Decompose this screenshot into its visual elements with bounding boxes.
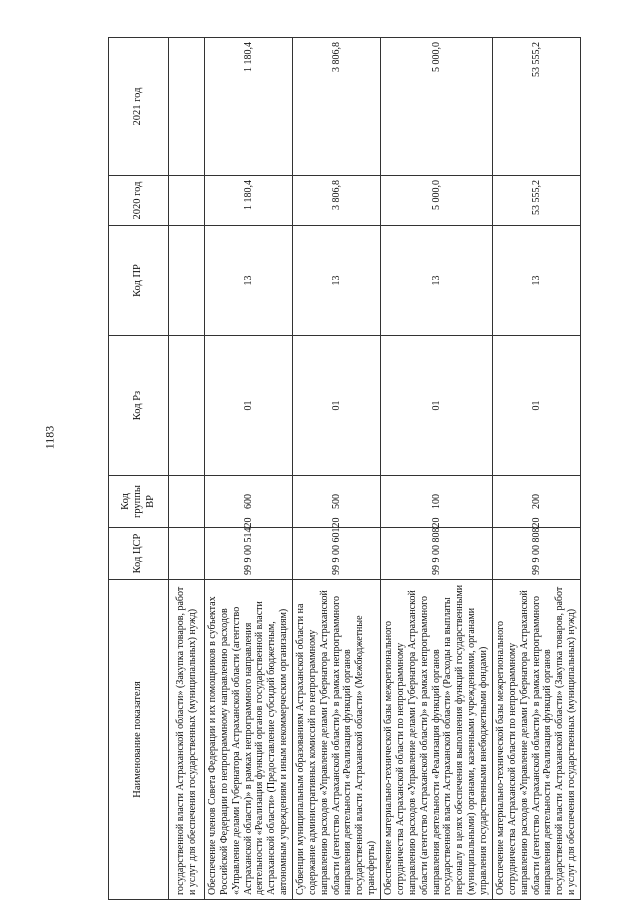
row-vr [169, 476, 205, 528]
row-csr: 99 9 00 80820 [381, 528, 493, 580]
row-rz: 01 [493, 336, 581, 476]
row-2021: 53 555,2 [493, 38, 581, 176]
page-number: 1183 [42, 425, 57, 450]
row-rz: 01 [381, 336, 493, 476]
row-2020: 5 000,0 [381, 176, 493, 226]
row-pr: 13 [293, 226, 381, 336]
row-name: Субвенции муниципальным образованиям Астраханской области на содержание административных комиссий по непрограммному направлению расходов «Управление делами Губернатора Астраханской области (агентство Астраханской области)» в рамках непрограммного направления деятельности «Реализация функций органов государственной власти Астраханской области» (Межбюджетные трансферты) [293, 580, 381, 900]
row-csr: 99 9 00 51420 [205, 528, 293, 580]
row-2021 [169, 38, 205, 176]
row-vr: 200 [493, 476, 581, 528]
header-2020: 2020 год [109, 176, 169, 226]
header-pr: Код ПР [109, 226, 169, 336]
table-row [293, 38, 381, 900]
budget-table-rotated [108, 38, 577, 900]
row-csr [169, 528, 205, 580]
row-2020: 1 180,4 [205, 176, 293, 226]
row-csr: 99 9 00 60120 [293, 528, 381, 580]
row-2021: 5 000,0 [381, 38, 493, 176]
row-name: Обеспечение членов Совета Федерации и их помощников в субъектах Российской Федерации по непрограммному направлению расходов «Управление делами Губернатора Астраханской области (агентство Астраханской области)» в рамках непрограммного направления деятельности «Реализация функций органов государственной власти Астраханской области» (Предоставление субсидий бюджетным, автономным учреждениям и иным некоммерческим организациям) [205, 580, 293, 900]
table-row [169, 38, 205, 900]
row-rz: 01 [293, 336, 381, 476]
row-name: Обеспечение материально-технической базы межрегионального сотрудничества Астраханской области по непрограммному направлению расходов «Управление делами Губернатора Астраханской области (агентство Астраханской области)» в рамках непрограммного направления деятельности «Реализация функций органов государственной власти Астраханской области» (Расходы на выплаты персоналу в целях обеспечения выполнения функций государственными (муниципальными) органами, казенными учреждениями, органами управления государственными внебюджетными фондами) [381, 580, 493, 900]
header-vr: Код группы ВР [109, 476, 169, 528]
row-2020: 3 806,8 [293, 176, 381, 226]
row-csr: 99 9 00 80820 [493, 528, 581, 580]
row-vr: 100 [381, 476, 493, 528]
table-row [205, 38, 293, 900]
table-row [381, 38, 493, 900]
row-name: Обеспечение материально-технической базы межрегионального сотрудничества Астраханской области по непрограммному направлению расходов «Управление делами Губернатора Астраханской области (агентство Астраханской области)» в рамках непрограммного направления деятельности «Реализация функций органов государственной власти Астраханской области» (Закупка товаров, работ и услуг для обеспечения государственных (муниципальных) нужд) [493, 580, 581, 900]
row-name: государственной власти Астраханской области» (Закупка товаров, работ и услуг для обеспечения государственных (муниципальных) нужд) [169, 580, 205, 900]
row-rz: 01 [205, 336, 293, 476]
table-row [493, 38, 581, 900]
row-rz [169, 336, 205, 476]
row-pr: 13 [205, 226, 293, 336]
row-pr [169, 226, 205, 336]
row-2021: 1 180,4 [205, 38, 293, 176]
row-2020: 53 555,2 [493, 176, 581, 226]
header-row [109, 38, 169, 900]
row-vr: 500 [293, 476, 381, 528]
row-2020 [169, 176, 205, 226]
header-csr: Код ЦСР [109, 528, 169, 580]
header-name: Наименование показателя [109, 580, 169, 900]
row-pr: 13 [381, 226, 493, 336]
row-pr: 13 [493, 226, 581, 336]
row-2021: 3 806,8 [293, 38, 381, 176]
budget-table [108, 37, 581, 900]
header-2021: 2021 год [109, 38, 169, 176]
row-vr: 600 [205, 476, 293, 528]
header-rz: Код Рз [109, 336, 169, 476]
